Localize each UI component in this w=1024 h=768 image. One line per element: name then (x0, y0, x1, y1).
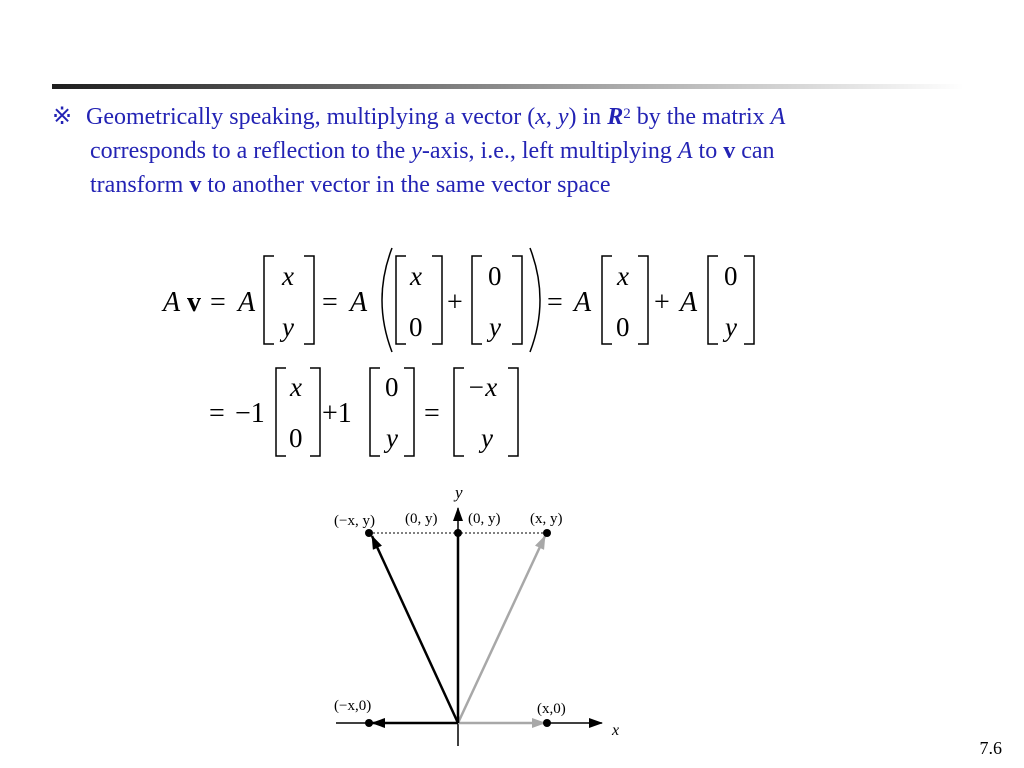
eq-x: x (282, 261, 294, 291)
equation-line-2 (209, 368, 518, 456)
reflection-diagram (334, 483, 619, 746)
bullet-line-1: ※ Geometrically speaking, multiplying a vector (x, y) in $R^2$ by the matrix A (52, 100, 982, 134)
eq-y: y (489, 312, 501, 342)
eq-A: A (350, 287, 368, 318)
reference-mark-icon: ※ (52, 104, 73, 130)
label-x-0: (x,0) (537, 701, 566, 717)
eq-plus: + (654, 287, 670, 318)
eq-v: v (187, 287, 201, 318)
eq-A: A (680, 287, 698, 318)
point-x-y (543, 529, 551, 537)
vector-x-y (458, 536, 545, 723)
eq-equals: = (547, 287, 563, 318)
eq-A: A (238, 287, 256, 318)
eq-zero: 0 (488, 261, 502, 291)
eq-A: A (163, 287, 181, 318)
point-negx-0 (365, 719, 373, 727)
eq-equals: = (209, 398, 225, 429)
label-negx-0: (−x,0) (334, 698, 372, 714)
label-negx-y: (−x, y) (334, 513, 375, 529)
point-x-0 (543, 719, 551, 727)
eq-y: y (725, 312, 737, 342)
eq-plus: + (447, 287, 463, 318)
bullet-line-3: transform v to another vector in the same vector space (90, 172, 611, 198)
bullet-line-2: corresponds to a reflection to the y-axis, i.e., left multiplying A to v can (90, 138, 775, 164)
equation-line-1 (161, 248, 754, 352)
label-x-y: (x, y) (530, 511, 563, 527)
eq-equals: = (424, 398, 440, 429)
label-0-y-left: (0, y) (405, 511, 438, 527)
eq-x: x (410, 261, 422, 291)
eq-equals: = (210, 287, 226, 318)
eq-x: x (617, 261, 629, 291)
eq-zero: 0 (289, 423, 303, 453)
eq-x: x (290, 372, 302, 402)
eq-zero: 0 (409, 312, 423, 342)
eq-minus-one: −1 (235, 398, 265, 429)
vector-negx-y (372, 536, 458, 723)
eq-plus-one: +1 (322, 398, 352, 429)
axis-label-y: y (455, 483, 463, 502)
eq-equals: = (322, 287, 338, 318)
eq-y: y (386, 423, 398, 453)
eq-y: y (282, 312, 294, 342)
eq-y: y (481, 423, 493, 453)
eq-zero: 0 (724, 261, 738, 291)
eq-zero: 0 (616, 312, 630, 342)
point-0-y (454, 529, 462, 537)
eq-A: A (574, 287, 592, 318)
eq-zero: 0 (385, 372, 399, 402)
point-negx-y (365, 529, 373, 537)
eq-neg-x: −x (467, 372, 498, 402)
label-0-y-right: (0, y) (468, 511, 501, 527)
page-number: 7.6 (979, 738, 1002, 758)
axis-label-x: x (612, 722, 620, 739)
